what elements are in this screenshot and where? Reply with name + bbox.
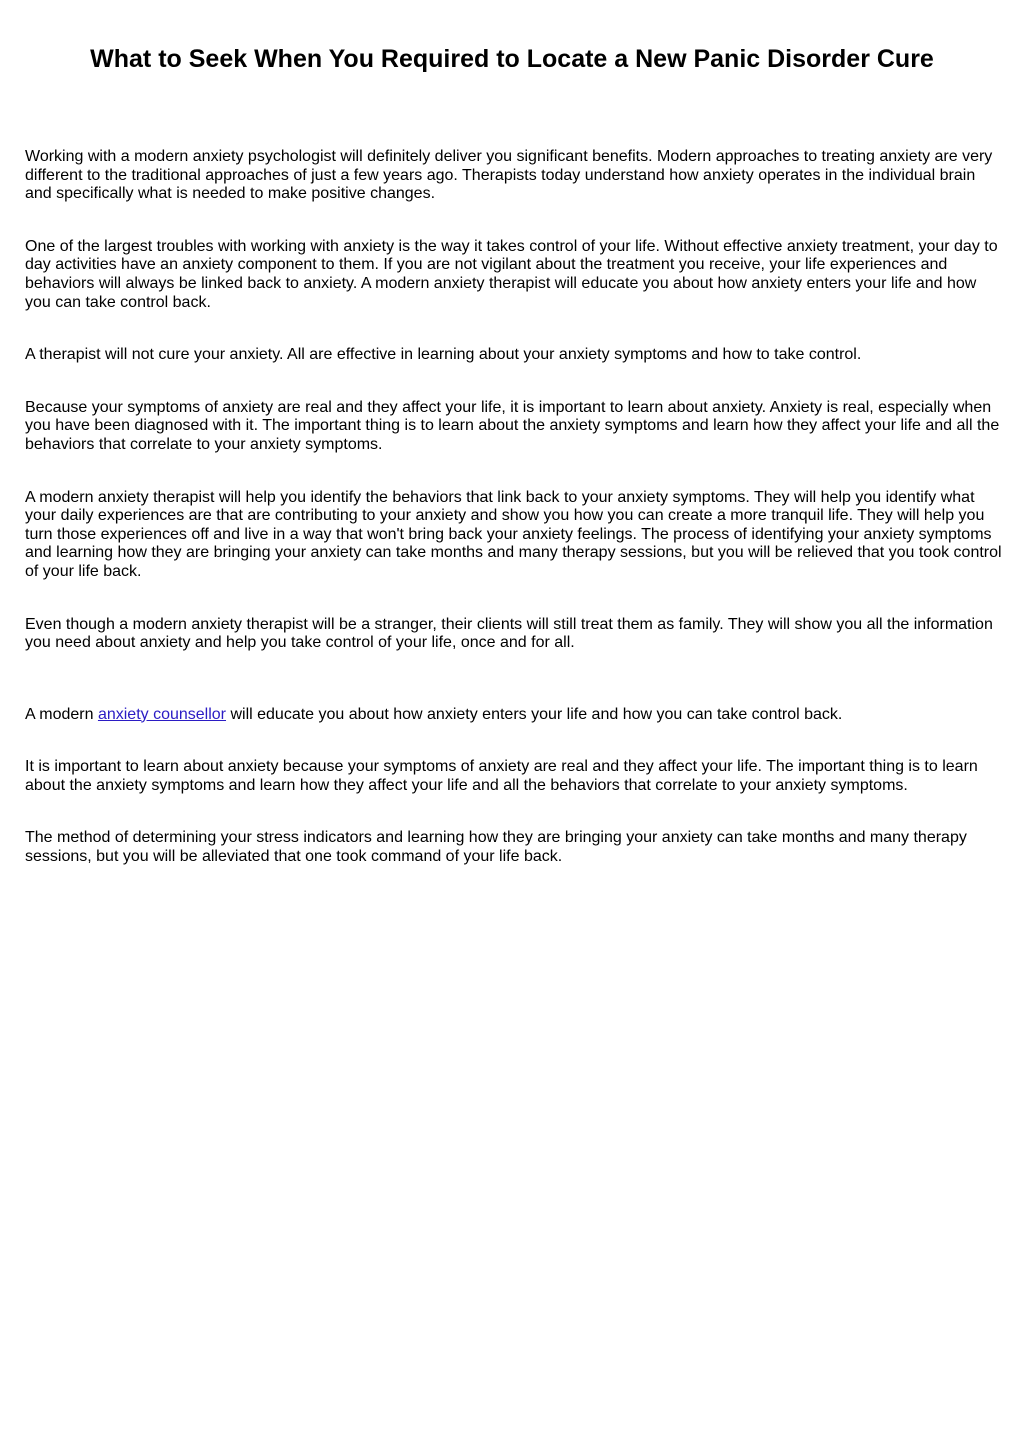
paragraph-1: Working with a modern anxiety psychologist will definitely deliver you significant benefits. Modern approaches to treating anxiety are very different to the traditional approaches of just a few years ago. Therapists today understand how anxiety operates in the individual brain and specifically what is needed to make positive changes. xyxy=(25,148,993,203)
paragraph-2: One of the largest troubles with working with anxiety is the way it takes control of your life. Without effective anxiety treatment, your day to day activities have an anxiety component to them. If you are not vigilant about the treatment you receive, your life experiences and behaviors will always be linked back to anxiety. A modern anxiety therapist will educate you about how anxiety enters your life and how you can take control back. xyxy=(25,237,998,311)
document-title: What to Seek When You Required to Locate a New Panic Disorder Cure xyxy=(90,45,934,73)
paragraph-4: Because your symptoms of anxiety are real and they affect your life, it is important to learn about anxiety. Anxiety is real, especially when you have been diagnosed with it. The important thing is to learn about the anxiety symptoms and learn how they affect your life and all the behaviors that correlate to your anxiety symptoms. xyxy=(25,398,1000,453)
paragraph-8: It is important to learn about anxiety because your symptoms of anxiety are real and they affect your life. The important thing is to learn about the anxiety symptoms and learn how they affect your life and all the behaviors that correlate to your anxiety symptoms. xyxy=(25,758,978,794)
paragraph-3: A therapist will not cure your anxiety. All are effective in learning about your anxiety symptoms and how to take control. xyxy=(25,346,862,364)
link-paragraph-suffix: will educate you about how anxiety enters your life and how you can take control back. xyxy=(226,705,843,723)
paragraph-9: The method of determining your stress indicators and learning how they are bringing your anxiety can take months and many therapy sessions, but you will be alleviated that one took command of your life back. xyxy=(25,829,967,866)
paragraph-7-with-link xyxy=(25,706,1005,725)
paragraph-6: Even though a modern anxiety therapist will be a stranger, their clients will still treat them as family. They will show you all the information you need about anxiety and help you take control of your life, once and for all. xyxy=(25,615,993,652)
link-paragraph-prefix: A modern xyxy=(25,705,98,723)
anxiety-counsellor-link[interactable]: anxiety counsellor xyxy=(97,705,227,723)
document-body xyxy=(25,148,1005,867)
paragraph-5: A modern anxiety therapist will help you identify the behaviors that link back to your anxiety symptoms. They will help you identify what your daily experiences are that are contributing to your anxiety and show you how you can create a more tranquil life. They will help you turn those experiences off and live in a way that won't bring back your anxiety feelings. The process of identifying your anxiety symptoms and learning how they are bringing your anxiety can take months and many therapy sessions, but you will be relieved that you took control of your life back. xyxy=(25,488,1002,580)
